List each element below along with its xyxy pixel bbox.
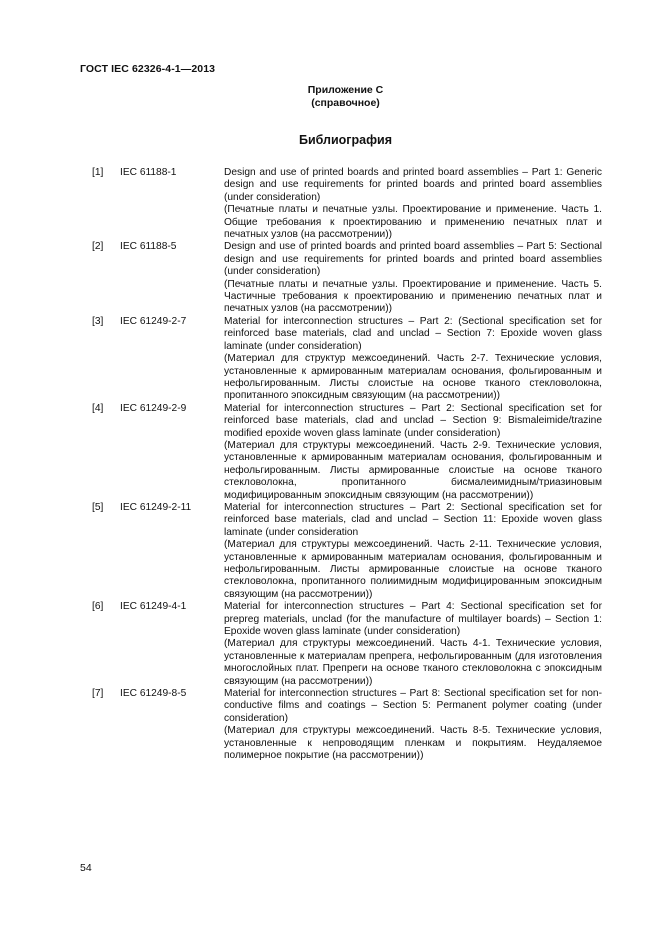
page-number: 54 [80,862,92,874]
entry-title-ru: (Материал для структуры межсоединений. Часть 4-1. Технические условия, установленные к материалам препрега, нефольгированным (для изготовления многослойных плат. Препреги на основе тканого стекловолокна с эпоксидным связующим (на рассмотрении)) [224,638,602,687]
entry-title-ru: (Материал для структуры межсоединений. Часть 8-5. Технические условия, установленные к непроводящим пленкам и покрытиям. Неудаляемое полимерное покрытие (на рассмотрении)) [224,725,602,762]
annex-heading [0,84,661,110]
entry-title-ru: (Материал для структуры межсоединений. Часть 2-9. Технические условия, установленные к армированным материалам основания, фольгированным и нефольгированным. Листы армированные слоистые на основе тканого стекловолокна, пропитанного бисмалеимидным/триазиновым модифицированным эпоксидным связующим (на рассмотрении)) [224,439,602,501]
bibliography-title: Библиография [298,133,393,147]
entry-title-en: Material for interconnection structures – Part 2: (Sectional specification set for reinforced base materials, clad and unclad – Section 7: Epoxide woven glass laminate (under consideration) [224,315,602,352]
bibliography-entry [92,316,602,403]
entry-number: [1] [92,167,104,178]
entry-description [224,601,602,688]
entry-code: IEC 61249-2-7 [120,315,187,327]
entry-title-en: Material for interconnection structures – Part 2: Sectional specification set for reinforced base materials, clad and unclad – Section 11: Epoxide woven glass laminate (under consideration [224,501,602,538]
entry-number: [7] [92,688,104,700]
bibliography-entry [92,502,602,601]
annex-subtitle: (справочное) [311,97,380,109]
entry-description [224,502,602,601]
entry-code: IEC 61249-8-5 [120,688,187,700]
entry-title-ru: (Печатные платы и печатные узлы. Проектирование и применение. Часть 1. Общие требования к проектированию и применению печатных плат и печатных узлов (на рассмотрении)) [224,204,602,241]
entry-description [224,167,602,241]
entry-title-en: Design and use of printed boards and printed board assemblies – Part 5: Sectional design and use requirements for printed boards and printed board assemblies (under consideration) [224,241,602,278]
entry-number: [3] [92,315,104,327]
entry-number: [4] [92,402,104,414]
entry-code: IEC 61249-2-11 [120,501,192,513]
annex-title: Приложение С [307,84,384,96]
bibliography-list [92,167,602,763]
entry-number: [5] [92,501,104,513]
entry-number: [6] [92,601,104,613]
entry-description [224,403,602,502]
entry-title-en: Material for interconnection structures – Part 8: Sectional specification set for non- conductive films and coatings – Section 5: Permanent polymer coating (under consideration) [224,688,602,724]
entry-title-ru: (Материал для структуры межсоединений. Часть 2-11. Технические условия, установленные к армированным материалам основания, фольгированным и нефольгированным. Листы армированные слоистые на основе тканого стекловолокна, пропитанного полиимидным модифицированным эпоксидным связующим (на рассмотрении)) [224,539,602,600]
bibliography-entry [92,167,602,241]
entry-description [224,688,602,762]
entry-code: IEC 61249-2-9 [120,402,187,414]
entry-code: IEC 61188-5 [120,241,177,253]
entry-title-en: Design and use of printed boards and printed board assemblies – Part 1: Generic design and use requirements for printed boards and printed board assemblies (under consideration) [224,167,602,203]
entry-title-ru: (Печатные платы и печатные узлы. Проектирование и применение. Часть 5. Частичные требования к проектированию и применению печатных плат и печатных узлов (на рассмотрении)) [224,278,602,315]
entry-description [224,316,602,403]
entry-title-ru: (Материал для структур межсоединений. Часть 2-7. Технические условия, установленные к армированным материалам основания, фольгированным и нефольгированным. Листы слоистые на основе тканого стекловолокна, пропитанного эпоксидным связующим (на рассмотрении)) [224,353,602,402]
bibliography-entry [92,688,602,762]
entry-title-en: Material for interconnection structures – Part 4: Sectional specification set for prepreg materials, unclad (for the manufacture of multilayer boards) – Section 1: Epoxide woven glass laminate (under consideration) [224,601,602,638]
entry-code: IEC 61249-4-1 [120,601,187,613]
bibliography-entry [92,403,602,502]
page-header: ГОСТ IEC 62326-4-1—2013 [80,63,216,75]
bibliography-entry [92,601,602,688]
entry-title-en: Material for interconnection structures – Part 2: Sectional specification set for reinforced base materials, clad and unclad – Section 9: Bismaleimide/trazine modified epoxide woven glass laminate (under consideration) [224,402,602,439]
entry-code: IEC 61188-1 [120,167,177,178]
bibliography-entry [92,241,602,315]
entry-description [224,241,602,315]
entry-number: [2] [92,241,104,253]
